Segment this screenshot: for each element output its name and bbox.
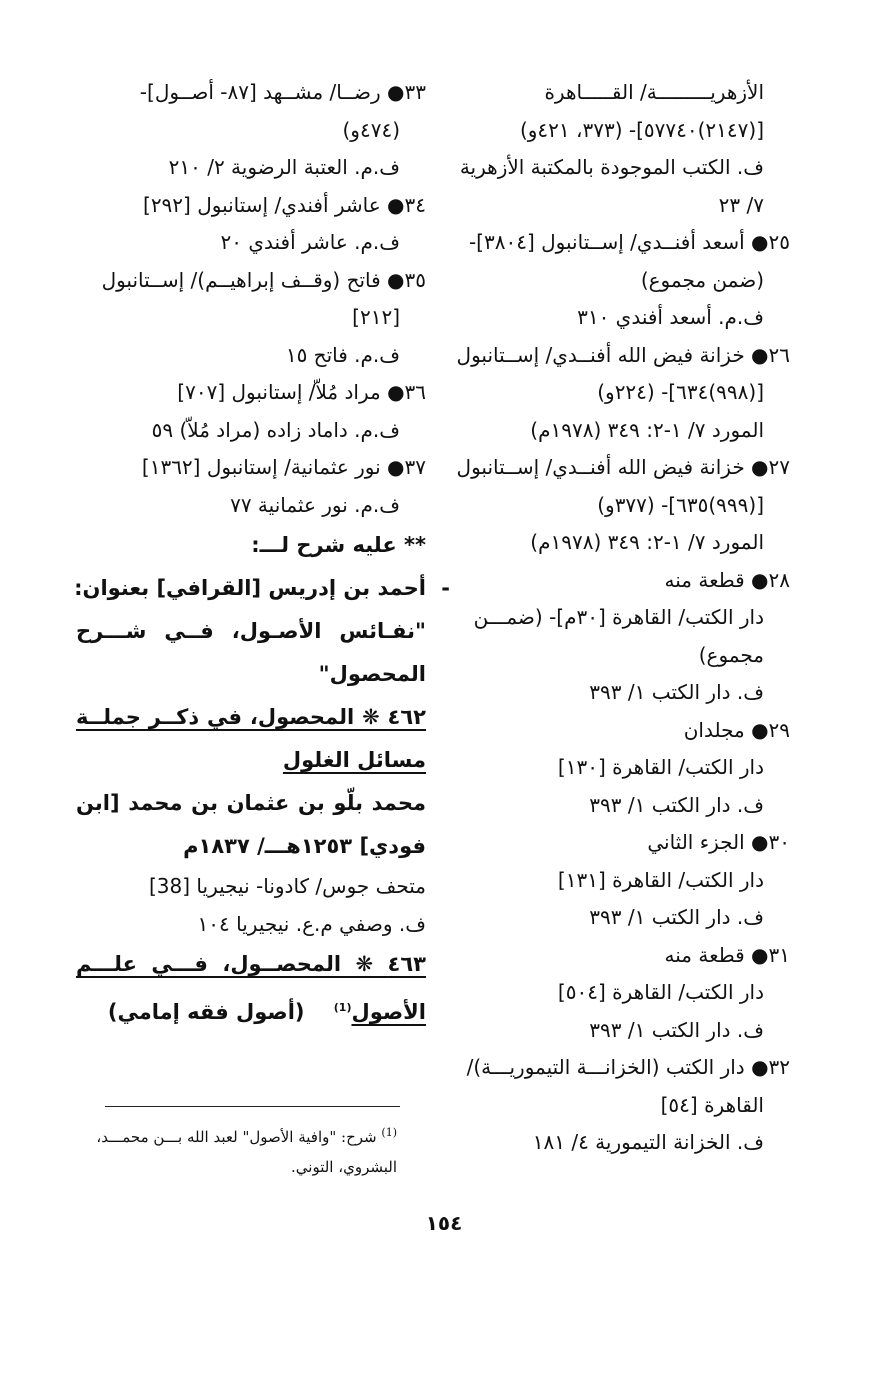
entry-detail-line: (ضمن مجموع) <box>640 267 764 292</box>
entry-detail-line: ف.م. أسعد أفندي ٣١٠ <box>577 305 764 329</box>
page-number: ١٥٤ <box>425 1211 463 1235</box>
entry-463-title-end <box>76 986 426 1029</box>
entry-detail-line: ف.م. نور عثمانية ٧٧ <box>230 492 400 517</box>
entry-line: ٣٠● الجزء الثاني <box>647 830 790 854</box>
entry-detail-line: ف.م. عاشر أفندي ٢٠ <box>220 230 400 254</box>
entry-detail-line: [٢١٢] <box>352 305 400 329</box>
entry-462-location: متحف جوس/ كادونا- نيجيريا [38] <box>148 874 426 898</box>
entry-detail-line: مجموع) <box>698 642 764 667</box>
entry-detail-line: دار الكتب/ القاهرة [١٣٠] <box>557 755 764 779</box>
entry-line: ٣٢● دار الكتب (الخزانـــة التيموريـــة)/ <box>466 1055 790 1079</box>
entry-detail-line: دار الكتب/ القاهرة [٥٠٤] <box>557 980 764 1004</box>
entry-line: ٣٤● عاشر أفندي/ إستانبول [٢٩٢] <box>143 192 426 217</box>
entry-462-catalog: ف. وصفي م.ع. نيجيريا ١٠٤ <box>197 911 426 936</box>
entry-detail-line: [(٩٩٨)٦٣٤]- (٢٢٤و) <box>597 380 764 404</box>
entry-line: ٣٥● فاتح (وقــف إبراهيــم)/ إســتانبول <box>101 267 426 292</box>
footnote-ref: (1) <box>333 1001 352 1014</box>
footnote-line <box>72 1118 397 1152</box>
footnote-marker: (1) <box>381 1126 397 1139</box>
entry-detail-line: ف. الخزانة التيمورية ٤/ ١٨١ <box>532 1130 764 1154</box>
entry-detail-line: ف. دار الكتب ١/ ٣٩٣ <box>589 792 764 817</box>
entry-463-title: ٤٦٣ ❋ المحصــول، فـــي علـــم <box>76 952 426 976</box>
entry-detail-line: المورد ٧/ ١-٢: ٣٤٩ (١٩٧٨م) <box>530 530 764 554</box>
footnote <box>72 1118 397 1182</box>
entry-462-author: محمد بلّو بن عثمان بن محمد [ابن <box>76 791 426 815</box>
entry-detail-line: [(٢١٤٧)٥٧٧٤٠]- (٣٧٣، ٤٢١و) <box>519 117 764 142</box>
entry-line: ٢٨● قطعة منه <box>664 567 790 592</box>
manuscript-list <box>76 74 426 524</box>
entry-line: ٢٩● مجلدان <box>683 717 790 742</box>
entry-detail-line: دار الكتب/ القاهرة [٣٠م]- (ضمـــن <box>473 605 764 629</box>
entry-detail-line: (٤٧٤و) <box>342 117 400 142</box>
entry-detail-line: [(٩٩٩)٦٣٥]- (٣٧٧و) <box>597 492 764 517</box>
entry-detail-line: ف. الكتب الموجودة بالمكتبة الأزهرية <box>459 155 764 179</box>
commentary-author: أحمد بن إدريس [القرافي] بعنوان: <box>74 576 426 600</box>
entry-detail-line: القاهرة [٥٤] <box>660 1092 764 1117</box>
entry-detail-line: الأزهريـــــــــة/ القـــــاهرة <box>544 80 764 104</box>
entry-detail-line: دار الكتب/ القاهرة [١٣١] <box>557 867 764 892</box>
commentary-heading: ** عليه شرح لـــ: <box>251 533 426 557</box>
entry-462-title-end: مسائل الغلول <box>282 748 426 772</box>
entry-462-author-end: فودي] ١٢٥٣هـــ/ ١٨٣٧م <box>183 834 426 858</box>
commentary-title: "نفـائس الأصـول، فــي شـــرح <box>76 619 426 643</box>
entry-detail-line: ٧/ ٢٣ <box>718 192 764 217</box>
entry-463-note: (أصول فقه إمامي) <box>107 1000 305 1024</box>
entry-462-title: ٤٦٢ ❋ المحصول، في ذكــر جملــة <box>76 705 426 729</box>
footnote-line: البشروي، التوني. <box>291 1158 397 1176</box>
commentary-title-end: المحصول" <box>318 662 426 686</box>
footnote-divider <box>105 1106 400 1107</box>
entry-line: ٣٦● مراد مُلاّ/ إستانبول [٧٠٧] <box>177 380 426 404</box>
commentary-line <box>74 567 450 610</box>
footnote-text: شرح: "وافية الأصول" لعبد الله بـــن محمـــد، <box>96 1128 377 1146</box>
entry-463-subject: الأصول <box>351 1000 426 1024</box>
entry-line: ٢٧● خزانة فيض الله أفنــدي/ إســتانبول <box>456 455 790 479</box>
entry-detail-line: ف. دار الكتب ١/ ٣٩٣ <box>589 1017 764 1042</box>
entry-detail-line: ف.م. العتبة الرضوية ٢/ ٢١٠ <box>168 155 400 179</box>
entry-detail-line: ف. دار الكتب ١/ ٣٩٣ <box>589 680 764 704</box>
right-column <box>445 74 790 1162</box>
entry-line: ٣٣● رضــا/ مشــهد [٨٧- أصــول]- <box>139 80 426 104</box>
entry-detail-line: ف.م. فاتح ١٥ <box>285 342 400 367</box>
entry-line: ٢٥● أسعد أفنــدي/ إســتانبول [٣٨٠٤]- <box>468 230 790 254</box>
entry-line: ٣١● قطعة منه <box>664 942 790 967</box>
left-column <box>74 74 450 1029</box>
entry-detail-line: ف. دار الكتب ١/ ٣٩٣ <box>589 905 764 929</box>
entry-line: ٢٦● خزانة فيض الله أفنــدي/ إســتانبول <box>456 342 790 367</box>
entry-detail-line: ف.م. داماد زاده (مراد مُلاّ) ٥٩ <box>151 417 400 442</box>
entry-detail-line: المورد ٧/ ١-٢: ٣٤٩ (١٩٧٨م) <box>530 417 764 442</box>
entry-line: ٣٧● نور عثمانية/ إستانبول [١٣٦٢] <box>141 455 426 479</box>
list-dash: - <box>441 576 450 600</box>
